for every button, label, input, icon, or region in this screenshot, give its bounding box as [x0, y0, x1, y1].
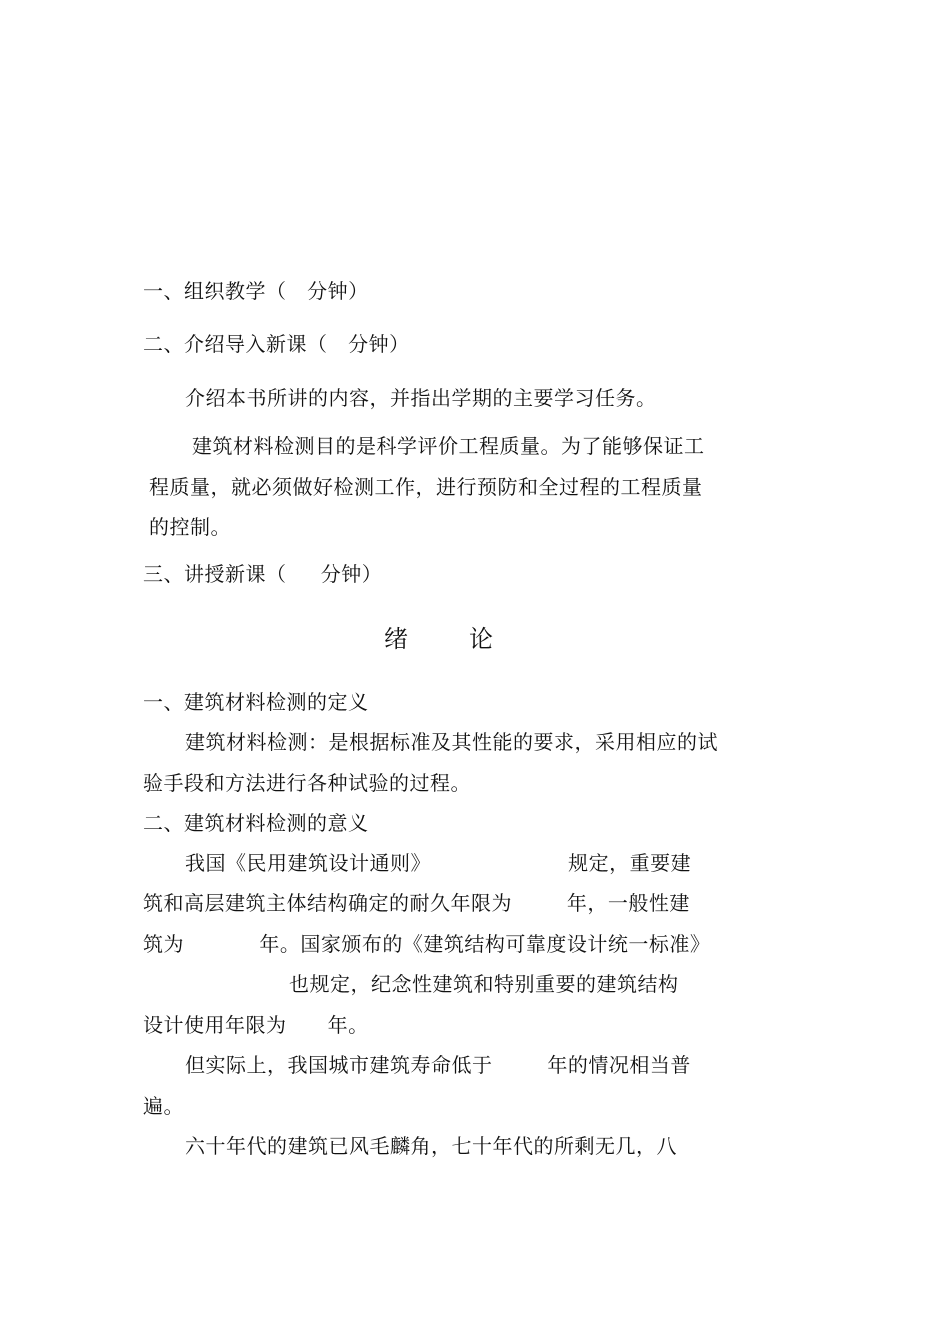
definition-line-2: 验手段和方法进行各种试验的过程。: [143, 771, 471, 795]
purpose-line-3: 的控制。: [149, 515, 231, 539]
purpose-line-1: 建筑材料检测目的是科学评价工程质量。为了能够保证工: [192, 434, 705, 458]
significance-line-5: 设计使用年限为 年。: [143, 1013, 369, 1037]
section-heading-organize: 一、组织教学（ 分钟）: [143, 279, 369, 303]
significance-line-2: 筑和高层建筑主体结构确定的耐久年限为 年，一般性建: [143, 891, 690, 915]
intro-paragraph: 介绍本书所讲的内容，并指出学期的主要学习任务。: [185, 386, 657, 410]
significance-line-1: 我国《民用建筑设计通则》 规定，重要建: [185, 851, 692, 875]
chapter-title: 绪 论: [384, 625, 494, 653]
definition-line-1: 建筑材料检测：是根据标准及其性能的要求，采用相应的试: [185, 730, 718, 754]
significance-heading: 二、建筑材料检测的意义: [143, 811, 369, 835]
history-line-1: 六十年代的建筑已风毛麟角，七十年代的所剩无几，八: [185, 1134, 677, 1158]
significance-line-4: 也规定，纪念性建筑和特别重要的建筑结构: [289, 972, 679, 996]
significance-line-3: 筑为 年。国家颁布的《建筑结构可靠度设计统一标准》: [143, 932, 711, 956]
section-heading-teach: 三、讲授新课（ 分钟）: [143, 562, 383, 586]
purpose-line-2: 程质量，就必须做好检测工作，进行预防和全过程的工程质量: [149, 475, 703, 499]
definition-heading: 一、建筑材料检测的定义: [143, 690, 369, 714]
lifespan-line-2: 遍。: [143, 1094, 184, 1118]
section-heading-intro: 二、介绍导入新课（ 分钟）: [143, 332, 410, 356]
lifespan-line-1: 但实际上，我国城市建筑寿命低于 年的情况相当普: [185, 1053, 691, 1077]
